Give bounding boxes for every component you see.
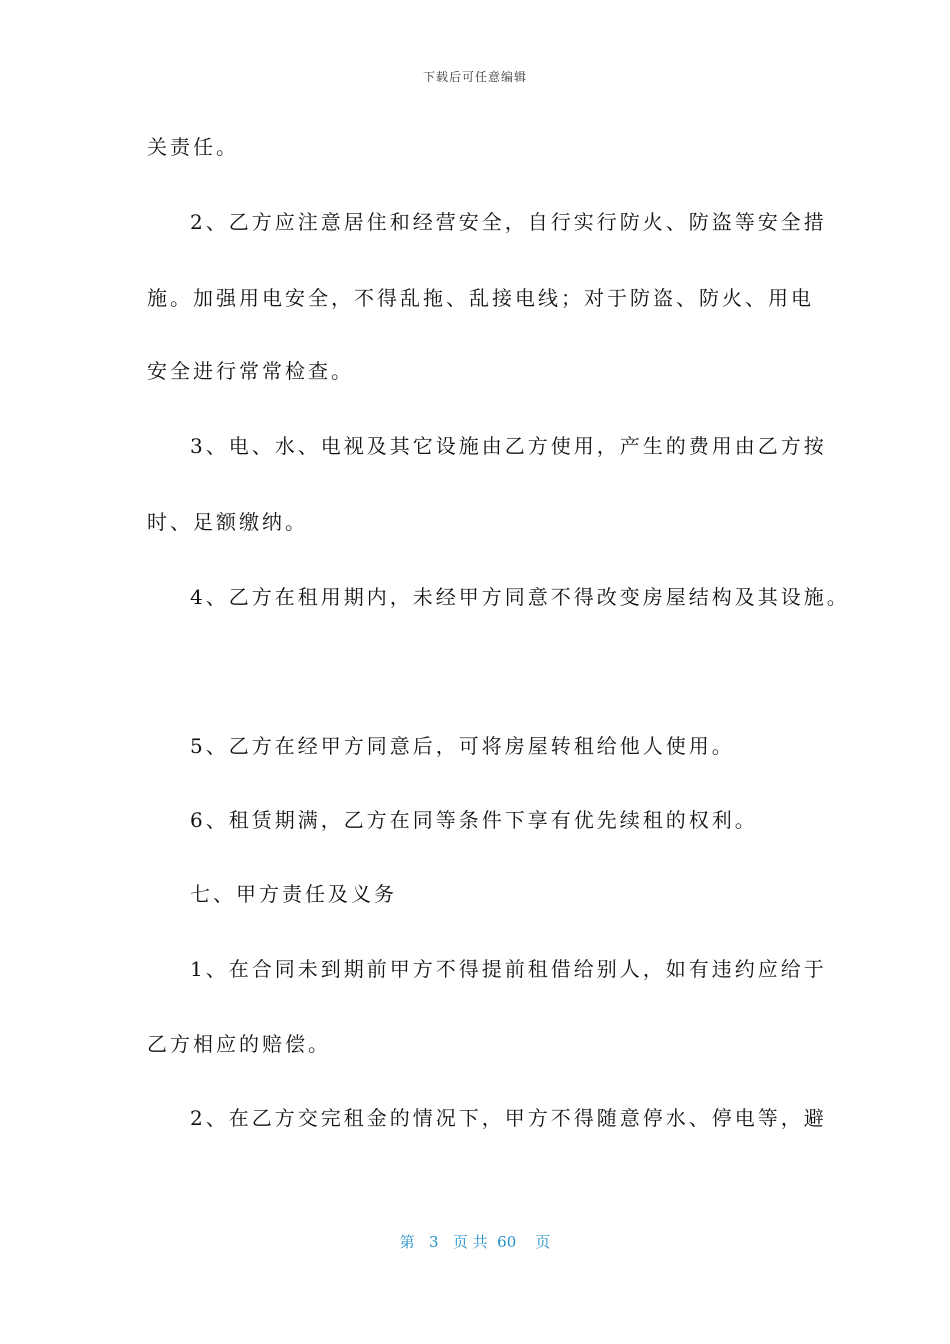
section-heading: 七、甲方责任及义务 — [190, 882, 397, 906]
header-note: 下载后可任意编辑 — [422, 70, 527, 84]
body-line: 乙方相应的赔偿。 — [147, 1032, 331, 1056]
body-line: 2、在乙方交完租金的情况下，甲方不得随意停水、停电等，避 — [190, 1106, 827, 1130]
body-line: 1、在合同未到期前甲方不得提前租借给别人，如有违约应给于 — [190, 957, 827, 981]
footer-total-pages: 60 — [497, 1233, 517, 1251]
footer-middle: 页 共 — [452, 1233, 488, 1251]
body-line: 施。加强用电安全，不得乱拖、乱接电线；对于防盗、防火、用电 — [147, 286, 814, 310]
body-line: 4、乙方在租用期内，未经甲方同意不得改变房屋结构及其设施。 — [190, 585, 850, 609]
body-line: 关责任。 — [147, 135, 239, 159]
body-line: 安全进行常常检查。 — [147, 359, 354, 383]
body-line: 6、租赁期满，乙方在同等条件下享有优先续租的权利。 — [190, 808, 758, 832]
body-line: 5、乙方在经甲方同意后，可将房屋转租给他人使用。 — [190, 734, 735, 758]
footer-prefix: 第 — [399, 1233, 415, 1251]
body-line: 2、乙方应注意居住和经营安全，自行实行防火、防盗等安全措 — [190, 210, 827, 234]
footer-current-page: 3 — [428, 1233, 439, 1251]
footer-suffix: 页 — [535, 1233, 551, 1251]
body-line: 3、电、水、电视及其它设施由乙方使用，产生的费用由乙方按 — [190, 434, 827, 458]
body-line: 时、足额缴纳。 — [147, 510, 308, 534]
page-footer — [0, 1231, 950, 1252]
